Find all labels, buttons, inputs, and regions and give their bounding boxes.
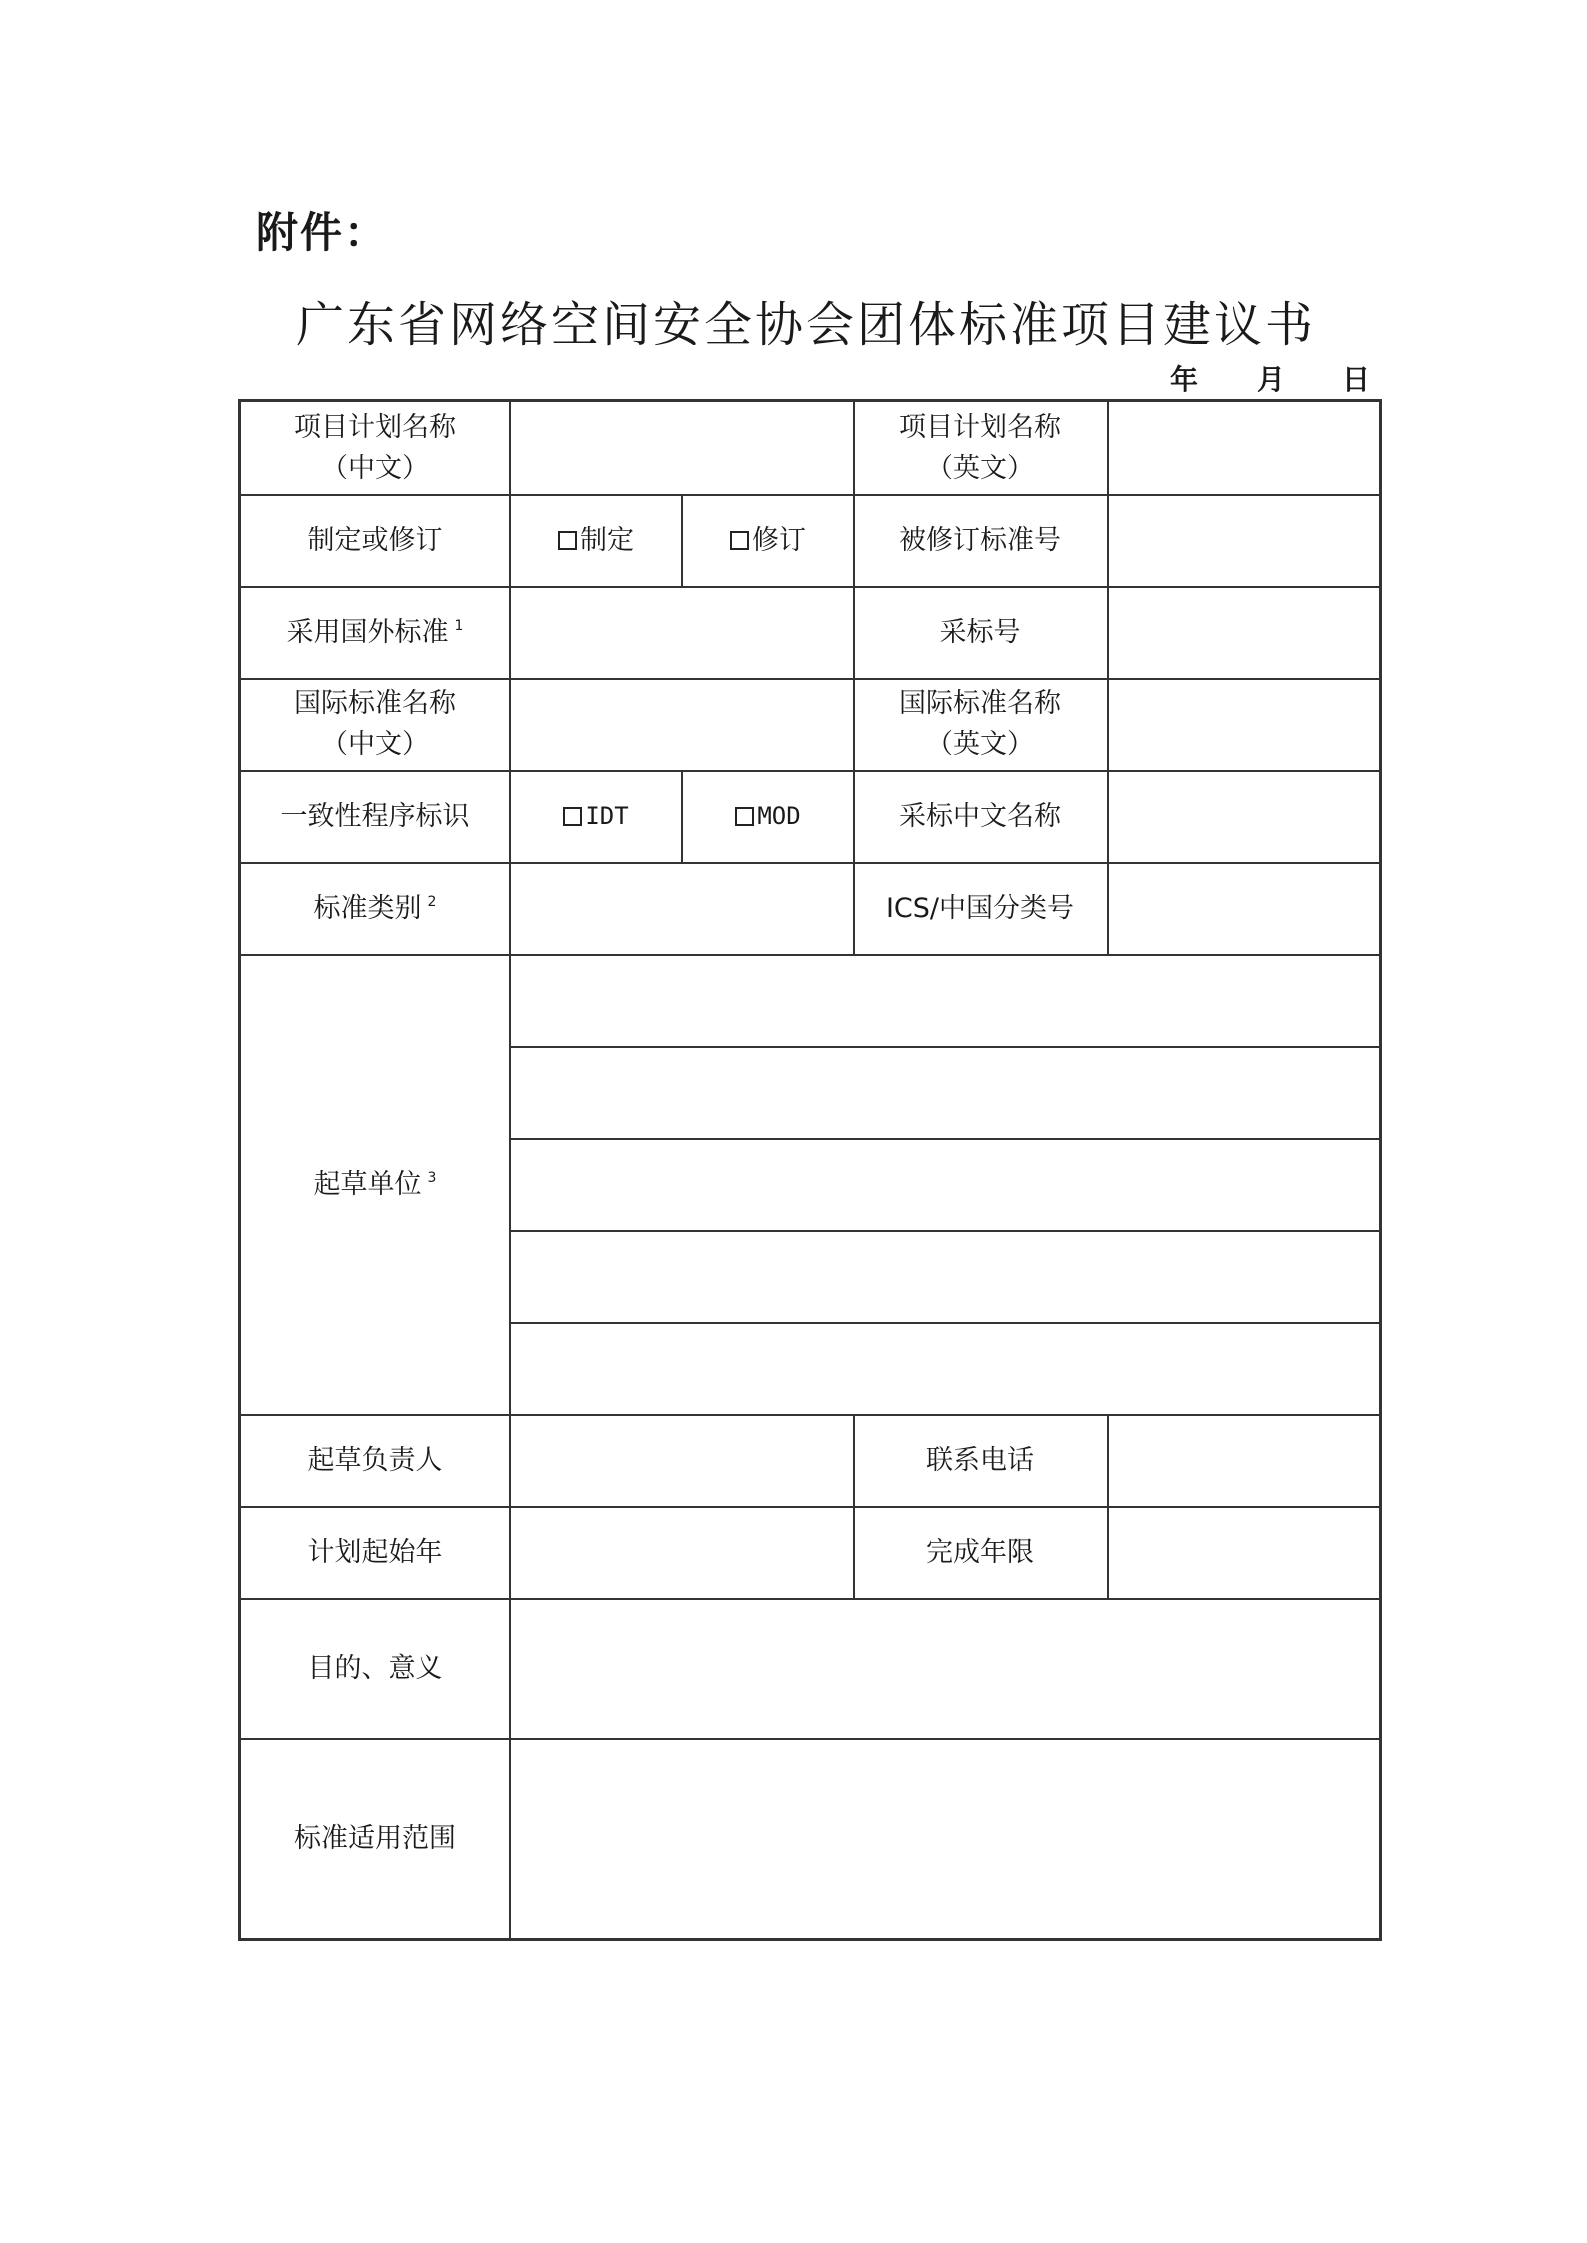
- date-year-label: 年: [1170, 363, 1199, 396]
- formulate-or-revise-label: 制定或修订: [307, 524, 443, 556]
- revised-standard-no-field[interactable]: [1109, 494, 1379, 586]
- revise-checkbox-cell[interactable]: [683, 494, 853, 586]
- checkbox-icon[interactable]: [735, 807, 754, 826]
- attachment-label: 附件：: [256, 208, 389, 257]
- contact-phone-label: 联系电话: [926, 1444, 1034, 1476]
- idt-checkbox-cell[interactable]: [511, 770, 681, 862]
- drafting-unit-field[interactable]: [511, 1322, 1379, 1414]
- completion-deadline-field[interactable]: [1109, 1506, 1379, 1598]
- ics-code-field[interactable]: [1109, 862, 1379, 954]
- drafting-unit-field[interactable]: [511, 1230, 1379, 1322]
- plan-name-en-field[interactable]: [1109, 402, 1379, 494]
- intl-name-en-label: [853, 678, 1107, 770]
- footnote-marker: 2: [427, 893, 437, 910]
- drafting-units-label: [241, 954, 509, 1414]
- intl-name-en-line1: 国际标准名称: [899, 688, 1061, 719]
- adoption-no-label: 采标号: [939, 616, 1021, 648]
- adopt-foreign-standard-text: 采用国外标准: [286, 616, 449, 648]
- ics-code-label: ICS/中国分类号: [885, 892, 1075, 924]
- formulate-option-label: 制定: [580, 524, 634, 556]
- revise-option-label: 修订: [752, 524, 806, 556]
- plan-name-en-label: [853, 402, 1107, 494]
- adoption-no-field[interactable]: [1109, 586, 1379, 678]
- checkbox-icon[interactable]: [558, 531, 577, 550]
- intl-name-cn-line2: （中文）: [321, 729, 429, 760]
- idt-option-label: IDT: [585, 801, 629, 830]
- drafting-unit-field[interactable]: [511, 1138, 1379, 1230]
- mod-option-label: MOD: [757, 801, 801, 830]
- consistency-mark-label: 一致性程序标识: [280, 800, 470, 832]
- standard-category-label: [241, 862, 509, 954]
- adopt-foreign-standard-field[interactable]: [511, 586, 853, 678]
- plan-name-cn-field[interactable]: [511, 402, 853, 494]
- intl-name-cn-label: [241, 678, 509, 770]
- drafting-units-text: 起草单位: [313, 1168, 422, 1200]
- intl-name-cn-line1: 国际标准名称: [294, 688, 456, 719]
- formulate-checkbox-cell[interactable]: [511, 494, 681, 586]
- intl-name-en-field[interactable]: [1109, 678, 1379, 770]
- planned-start-year-field[interactable]: [511, 1506, 853, 1598]
- revised-standard-no-label: 被修订标准号: [899, 524, 1061, 556]
- adoption-cn-name-field[interactable]: [1109, 770, 1379, 862]
- date-day-label: 日: [1342, 363, 1371, 396]
- contact-phone-field[interactable]: [1109, 1414, 1379, 1506]
- drafting-unit-field[interactable]: [511, 954, 1379, 1046]
- plan-name-cn-line1: 项目计划名称: [294, 412, 456, 443]
- plan-name-en-line2: （英文）: [926, 453, 1034, 484]
- purpose-significance-field[interactable]: [511, 1598, 1379, 1738]
- proposal-form-table: [238, 399, 1382, 1941]
- checkbox-icon[interactable]: [563, 807, 582, 826]
- purpose-significance-label: 目的、意义: [307, 1652, 443, 1684]
- scope-of-application-field[interactable]: [511, 1738, 1379, 1938]
- completion-deadline-label: 完成年限: [926, 1536, 1034, 1568]
- drafting-lead-field[interactable]: [511, 1414, 853, 1506]
- checkbox-icon[interactable]: [730, 531, 749, 550]
- date-month-label: 月: [1257, 363, 1286, 396]
- footnote-marker: 1: [454, 617, 464, 634]
- mod-checkbox-cell[interactable]: [683, 770, 853, 862]
- drafting-lead-label: 起草负责人: [307, 1444, 443, 1476]
- standard-category-text: 标准类别: [313, 892, 422, 924]
- standard-category-field[interactable]: [511, 862, 853, 954]
- plan-name-cn-line2: （中文）: [321, 453, 429, 484]
- intl-name-cn-field[interactable]: [511, 678, 853, 770]
- document-title: 广东省网络空间安全协会团体标准项目建议书: [295, 297, 1316, 353]
- adoption-cn-name-label: 采标中文名称: [899, 800, 1061, 832]
- planned-start-year-label: 计划起始年: [307, 1536, 443, 1568]
- adopt-foreign-standard-label: [241, 586, 509, 678]
- plan-name-cn-label: [241, 402, 509, 494]
- scope-of-application-label: 标准适用范围: [294, 1822, 456, 1854]
- footnote-marker: 3: [427, 1169, 437, 1186]
- drafting-unit-field[interactable]: [511, 1046, 1379, 1138]
- plan-name-en-line1: 项目计划名称: [899, 412, 1061, 443]
- intl-name-en-line2: （英文）: [926, 729, 1034, 760]
